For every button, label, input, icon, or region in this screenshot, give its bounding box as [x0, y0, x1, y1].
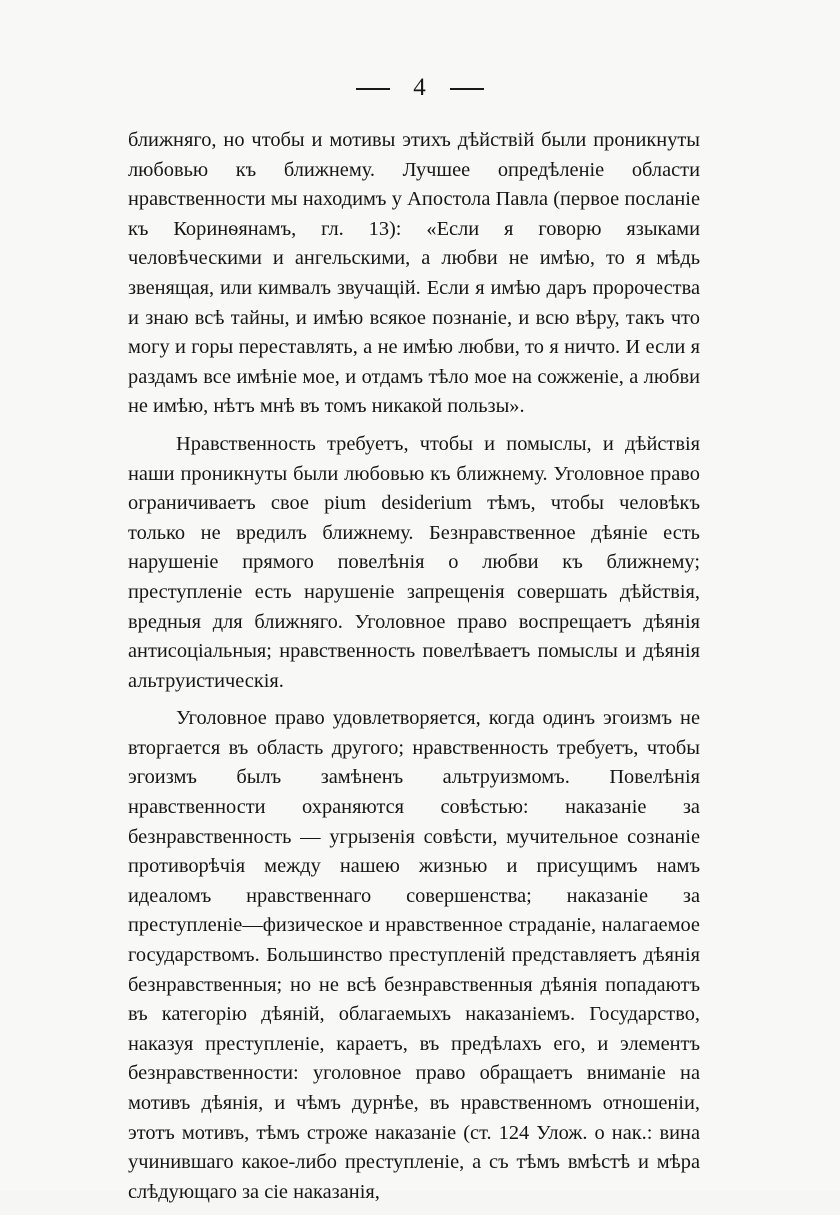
header-dash-right: [450, 88, 484, 90]
paragraph-2: Нравственность требуетъ, чтобы и помыслы, и дѣйствія наши проникнуты были любовью къ ближнему. Уголовное право ограничиваетъ свое pium desiderium тѣмъ, чтобы человѣкъ только не вредилъ ближнему. Безнравственное дѣяніе есть нарушеніе прямого повелѣнія о любви къ ближнему; преступленіе есть нарушеніе запрещенія совершать дѣйствія, вредныя для ближняго. Уголовное право воспрещаетъ дѣянія антисоціальныя; нравственность повелѣваетъ помыслы и дѣянія альтруистическія.: [128, 432, 700, 692]
page-number: 4: [413, 74, 427, 101]
paragraph-3: Уголовное право удовлетворяется, когда одинъ эгоизмъ не вторгается въ область другого; нравственность требуетъ, чтобы эгоизмъ былъ замѣненъ альтруизмомъ. Повелѣнія нравственности охраняются совѣстью: наказаніе за безнравственность — угрызенія совѣсти, мучительное сознаніе противорѣчія между нашею жизнью и присущимъ намъ идеаломъ нравственнаго совершенства; наказаніе за преступленіе—физическое и нравственное страданіе, налагаемое государствомъ. Большинство преступленій представляетъ дѣянія безнравственныя; но не всѣ безнравственныя дѣянія попадаютъ въ категорію дѣяній, облагаемыхъ наказаніемъ. Государство, наказуя преступленіе, караетъ, въ предѣлахъ его, и элементъ безнравственности: уголовное право обращаетъ вниманіе на мотивъ дѣянія, и чѣмъ дурнѣе, въ нравственномъ отношеніи, этотъ мотивъ, тѣмъ строже наказаніе (ст. 124 Улож. о нак.: вина учинившаго какое-либо преступленіе, а съ тѣмъ вмѣстѣ и мѣра слѣдующаго за сіе наказанія,: [128, 707, 700, 1203]
page-header: [0, 74, 840, 102]
header-dash-left: [356, 88, 390, 90]
body-text: [128, 126, 700, 1215]
paragraph-1: ближняго, но чтобы и мотивы этихъ дѣйствій были проникнуты любовью къ ближнему. Лучшее опредѣленіе области нравственности мы находимъ у Апостола Павла (первое посланіе къ Коринѳянамъ, гл. 13): «Если я говорю языками человѣческими и ангельскими, а любви не имѣю, то я мѣдь звенящая, или кимвалъ звучащій. Если я имѣю даръ пророчества и знаю всѣ тайны, и имѣю всякое познаніе, и всю вѣру, такъ что могу и горы переставлять, а не имѣю любви, то я ничто. И если я раздамъ все имѣніе мое, и отдамъ тѣло мое на сожженіе, а любви не имѣю, нѣтъ мнѣ въ томъ никакой пользы».: [128, 129, 700, 418]
